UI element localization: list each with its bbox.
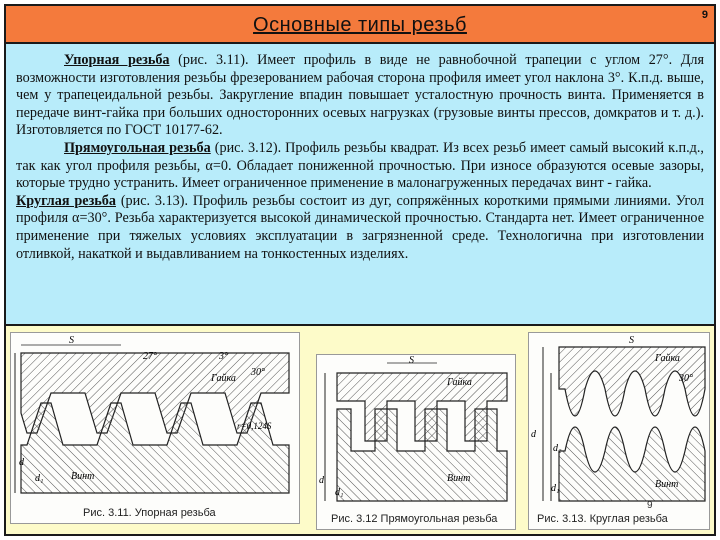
- figure-round-thread: [528, 332, 710, 530]
- square-thread-drawing: [317, 355, 515, 505]
- term-round-thread: Круглая резьба: [16, 192, 116, 209]
- label-d: d: [19, 457, 24, 468]
- label-d: d: [319, 475, 324, 486]
- figure-caption: Рис. 3.11. Упорная резьба: [83, 507, 216, 519]
- title-bar: [6, 6, 714, 44]
- label-d2: d₂: [553, 443, 562, 454]
- figure-caption: Рис. 3.13. Круглая резьба: [537, 513, 668, 525]
- footer-page-number: 9: [647, 500, 653, 511]
- label-d1: d₁: [551, 483, 560, 494]
- slide-title: Основные типы резьб: [253, 14, 467, 36]
- label-pitch: S: [409, 355, 414, 366]
- label-nut: Гайка: [211, 373, 236, 384]
- figure-thrust-thread: [10, 332, 300, 524]
- label-pitch: S: [69, 335, 74, 346]
- label-d1: d₁: [335, 487, 344, 498]
- figure-square-thread: [316, 354, 516, 530]
- label-screw: Винт: [71, 471, 95, 482]
- term-thrust-thread: Упорная резьба: [64, 52, 170, 68]
- paragraph-square-thread: [16, 140, 704, 193]
- label-angle-27: 27°: [143, 351, 157, 362]
- page-number: 9: [701, 9, 708, 21]
- figures-area: [6, 326, 714, 534]
- figure-caption: Рис. 3.12 Прямоугольная резьба: [331, 513, 498, 525]
- label-d1: d₁: [35, 473, 44, 484]
- paragraph-text: (рис. 3.13). Профиль резьбы состоит из дуг, сопряжённых короткими прямыми линиями. Угол профиля α=30°. Резьба характеризуется высокой динамической прочностью. Стандарта нет. Имеет ограниченное применение при тяжелых условиях эксплуатации в загрязненной среде. Технологична при изготовлении отливкой, накаткой и выдавливанием на тонкостенных изделиях.: [16, 192, 704, 262]
- label-angle-30: 30°: [251, 367, 265, 378]
- label-d: d: [531, 429, 536, 440]
- label-screw: Винт: [655, 479, 679, 490]
- label-radius: r=0,124S: [237, 421, 272, 431]
- paragraph-text: (рис. 3.11). Имеет профиль в виде не равнобочной трапеции с углом 27°. Для возможности изготовления резьбы фрезерованием рабочая сторона профиля имеет угол наклона 3°. К.п.д. выше, чем у трапецеидальной резьбы. Закругление впадин повышает усталостную прочность винта. Применяется в передаче винт-гайка при больших односторонних осевых нагрузках (грузовые винты прессов, домкратов и т. д.). Изготовляется по ГОСТ 10177-62.: [16, 52, 704, 139]
- label-screw: Винт: [447, 473, 471, 484]
- label-nut: Гайка: [655, 353, 680, 364]
- paragraph-text: (рис. 3.12). Профиль резьбы квадрат. Из всех резьб имеет самый высокий к.п.д., так как угол профиля резьбы, α=0. Обладает пониженной прочностью. При износе образуются осевые зазоры, которые трудно устранить. Имеет ограниченное применение в малонагруженных передачах винт - гайка.: [16, 139, 704, 192]
- round-thread-drawing: [529, 333, 709, 505]
- paragraph-thrust-thread: [16, 52, 704, 140]
- label-nut: Гайка: [447, 377, 472, 388]
- label-pitch: S: [629, 335, 634, 346]
- label-angle-3: 3°: [219, 351, 228, 362]
- term-square-thread: Прямоугольная резьба: [64, 139, 211, 156]
- label-angle-30: 30°: [679, 373, 693, 384]
- text-block: [6, 44, 714, 326]
- paragraph-round-thread: [16, 193, 704, 263]
